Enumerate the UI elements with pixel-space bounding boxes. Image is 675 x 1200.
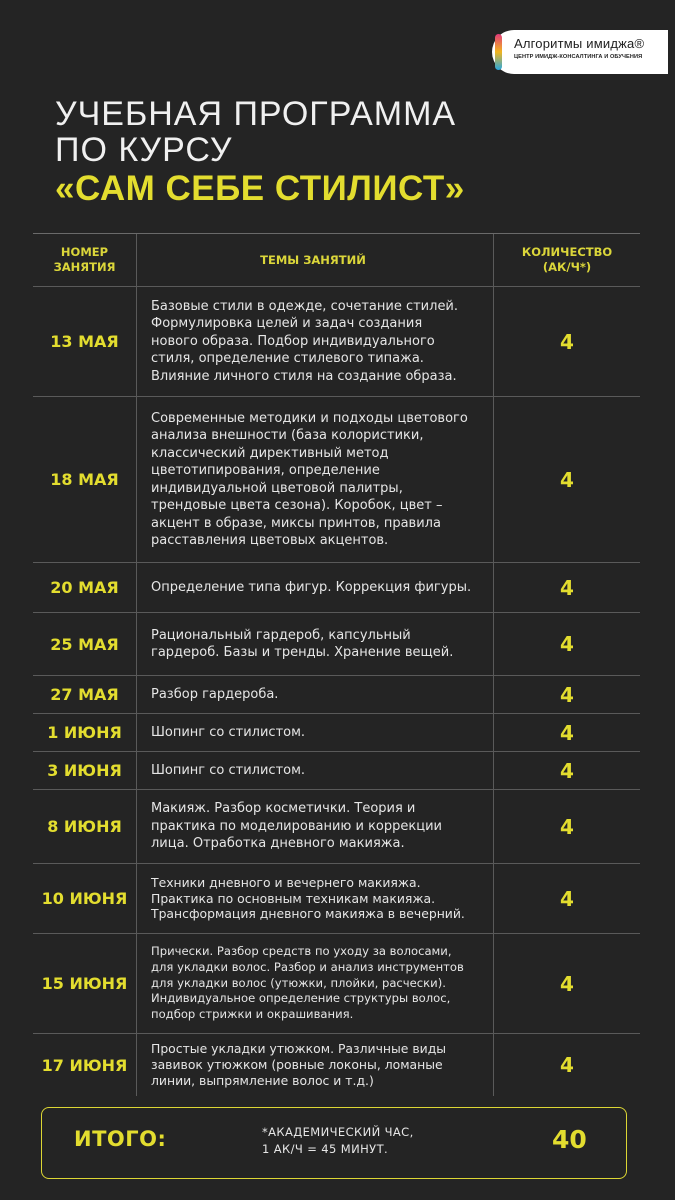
row-topic: Шопинг со стилистом. xyxy=(151,724,306,740)
table-row xyxy=(33,287,640,397)
table-row xyxy=(33,934,640,1034)
row-count: 4 xyxy=(560,682,574,707)
table-row xyxy=(33,676,640,714)
row-count: 4 xyxy=(560,886,574,911)
row-topic: Шопинг со стилистом. xyxy=(151,762,306,778)
row-count: 4 xyxy=(560,1053,574,1077)
row-topic: Рациональный гардероб, капсульный гардероб. Базы и тренды. Хранение вещей. xyxy=(151,627,454,660)
table-row xyxy=(33,714,640,752)
note-line-1: *АКАДЕМИЧЕСКИЙ ЧАС, xyxy=(262,1125,414,1139)
table-header-row xyxy=(33,233,640,287)
table-row xyxy=(33,864,640,934)
row-date: 20 МАЯ xyxy=(50,578,119,597)
table-row xyxy=(33,790,640,864)
row-topic: Определение типа фигур. Коррекция фигуры. xyxy=(151,579,472,595)
row-topic: Техники дневного и вечернего макияжа. Практика по основным техникам макияжа. Трансформация дневного макияжа в вечерний. xyxy=(151,874,465,922)
title-line-2: ПО КУРСУ xyxy=(55,131,233,169)
row-date: 3 ИЮНЯ xyxy=(47,761,122,780)
row-date: 13 МАЯ xyxy=(50,332,119,351)
brand-logo xyxy=(492,30,668,74)
logo-color-mark xyxy=(495,34,502,70)
note-line-2: 1 АК/Ч = 45 МИНУТ. xyxy=(262,1142,389,1156)
row-count: 4 xyxy=(560,575,574,600)
table-row xyxy=(33,563,640,613)
total-value: 40 xyxy=(552,1125,587,1154)
row-date: 10 ИЮНЯ xyxy=(41,889,128,908)
table-row xyxy=(33,613,640,676)
title-line-1: УЧЕБНАЯ ПРОГРАММА xyxy=(55,95,457,133)
page-title xyxy=(55,96,465,209)
header-count: КОЛИЧЕСТВО (АК/Ч*) xyxy=(521,245,613,274)
academic-hour-note xyxy=(262,1124,414,1158)
row-date: 1 ИЮНЯ xyxy=(47,723,122,742)
table-row xyxy=(33,752,640,790)
course-name: «САМ СЕБЕ СТИЛИСТ» xyxy=(55,169,465,208)
row-topic: Макияж. Разбор косметички. Теория и практика по моделированию и коррекции лица. Отработка дневного макияжа. xyxy=(151,801,442,852)
header-date: НОМЕР ЗАНЯТИЯ xyxy=(53,245,116,274)
total-box xyxy=(41,1107,627,1179)
logo-subtitle: ЦЕНТР ИМИДЖ-КОНСАЛТИНГА И ОБУЧЕНИЯ xyxy=(514,54,643,60)
row-date: 15 ИЮНЯ xyxy=(41,974,128,993)
row-date: 8 ИЮНЯ xyxy=(47,817,122,836)
row-topic: Простые укладки утюжком. Различные виды завивок утюжком (ровные локоны, ломаные линии, выпрямление волос и т.д.) xyxy=(151,1041,447,1088)
row-count: 4 xyxy=(560,971,574,996)
row-count: 4 xyxy=(560,329,574,354)
row-count: 4 xyxy=(560,720,574,745)
table-row xyxy=(33,1034,640,1096)
row-date: 18 МАЯ xyxy=(50,470,119,489)
row-count: 4 xyxy=(560,632,574,656)
row-date: 25 МАЯ xyxy=(50,634,119,654)
row-count: 4 xyxy=(560,758,574,783)
logo-name: Алгоритмы имиджа® xyxy=(514,36,645,51)
header-topics: ТЕМЫ ЗАНЯТИЙ xyxy=(260,252,366,267)
table-row xyxy=(33,397,640,563)
row-topic: Разбор гардероба. xyxy=(151,686,279,702)
row-date: 17 ИЮНЯ xyxy=(41,1055,128,1075)
row-topic: Базовые стили в одежде, сочетание стилей. Формулировка целей и задач создания нового образа. Подбор индивидуального стиля, определение стилевого типажа. Влияние личного стиля на создание образа. xyxy=(151,298,459,384)
row-count: 4 xyxy=(560,814,574,839)
row-count: 4 xyxy=(560,467,574,492)
row-topic: Прически. Разбор средств по уходу за волосами, для укладки волос. Разбор и анализ инструментов для укладки волос (утюжки, плойки, расчески). Индивидуальное определение структуры волос, подбор стрижки и окрашивания. xyxy=(151,944,464,1022)
row-date: 27 МАЯ xyxy=(50,685,119,704)
total-label: ИТОГО: xyxy=(74,1127,167,1151)
schedule-table xyxy=(33,233,640,1096)
row-topic: Современные методики и подходы цветового анализа внешности (база колористики, классический директивный метод цветотипирования, определение индивидуальной цветовой палитры, трендовые цвета сезона). Коробок, цвет – акцент в образе, миксы принтов, правила расставления цветовых акцентов. xyxy=(151,410,468,548)
